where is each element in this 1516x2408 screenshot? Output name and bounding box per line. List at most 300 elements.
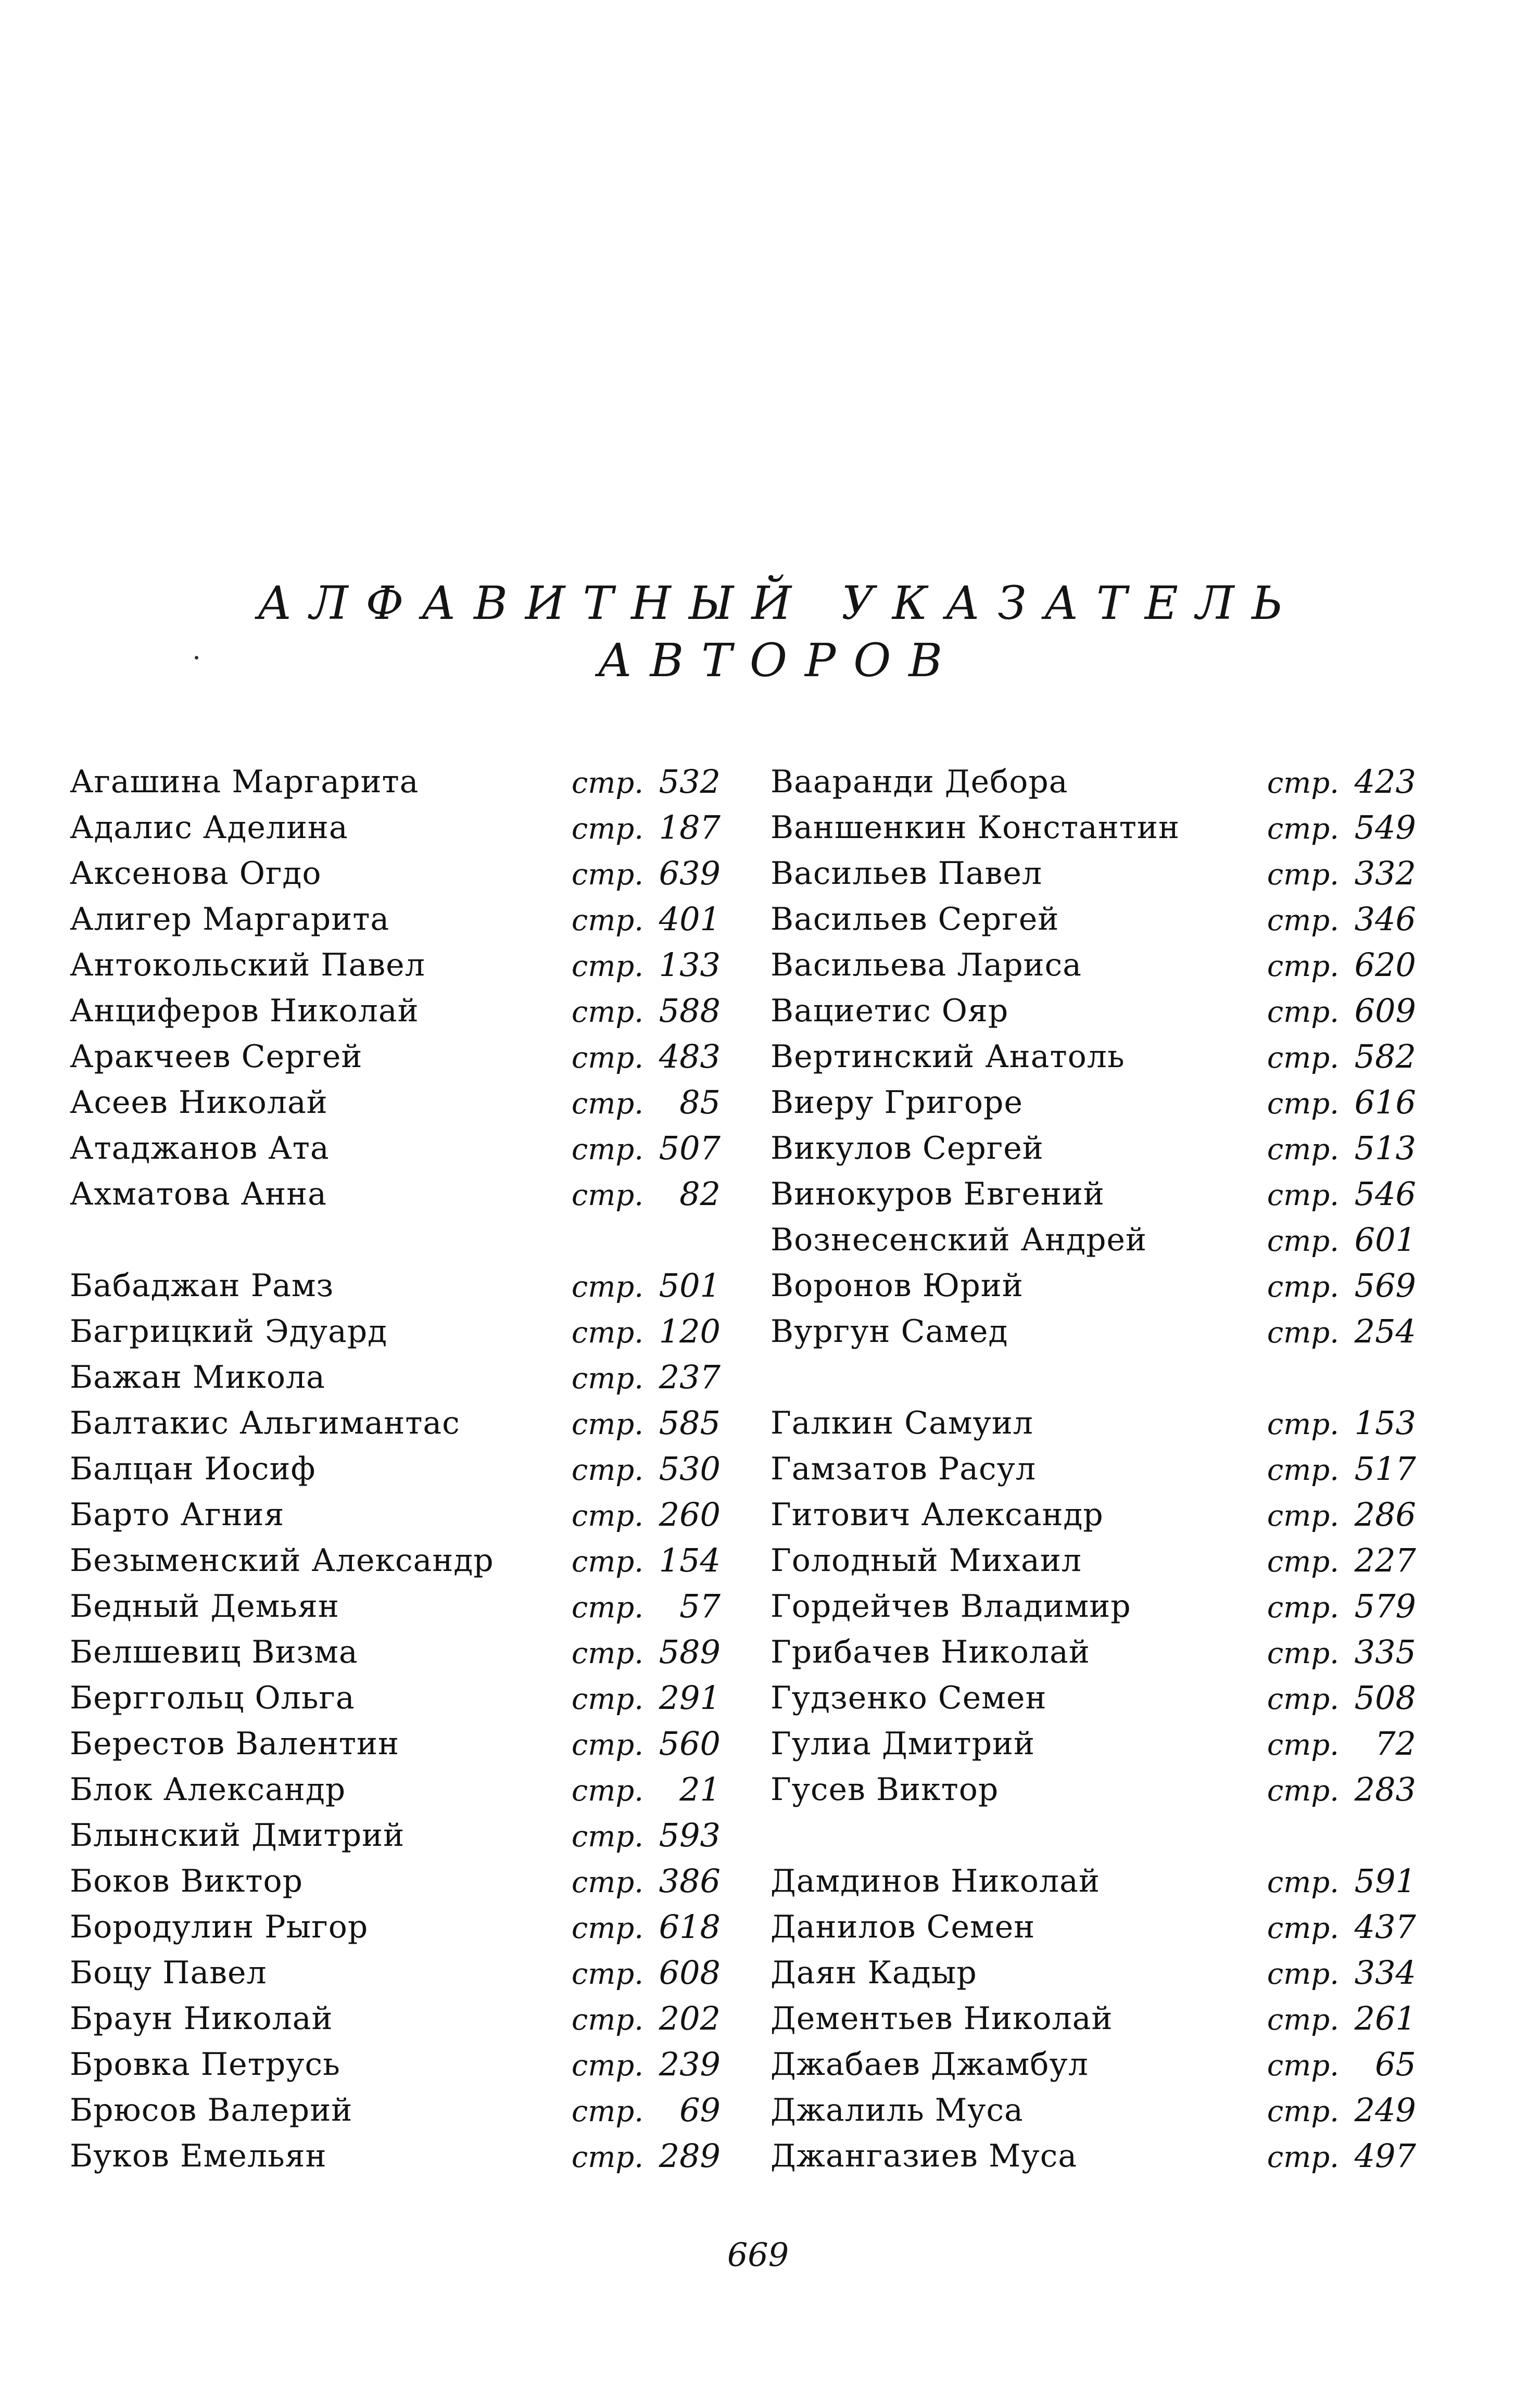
index-entry (770, 1675, 1416, 1721)
author-name: Вертинский Анатоль (770, 1038, 1125, 1075)
page-reference (572, 1767, 721, 1814)
page-prefix: стр. (1267, 1453, 1339, 1487)
author-name: Антокольский Павел (70, 947, 425, 983)
page-number-ref: 133 (659, 946, 721, 984)
page-prefix: стр. (571, 1774, 643, 1808)
index-entry (770, 896, 1416, 942)
page-prefix: стр. (1267, 995, 1339, 1029)
page-prefix: стр. (571, 812, 643, 846)
page-number-ref: 593 (659, 1816, 721, 1854)
index-entry (70, 2087, 721, 2133)
index-entry (70, 1171, 721, 1217)
page-reference (1267, 1996, 1416, 2043)
author-name: Васильев Сергей (770, 901, 1059, 937)
index-entry (70, 1080, 721, 1125)
author-name: Воронов Юрий (770, 1268, 1024, 1304)
page-reference (1267, 1492, 1416, 1539)
author-name: Васильева Лариса (770, 947, 1082, 983)
author-name: Бородулин Рыгор (70, 1909, 369, 1945)
page-prefix: стр. (571, 1362, 643, 1396)
page-prefix: стр. (1267, 1270, 1339, 1304)
index-entry (70, 1354, 721, 1400)
page-number-ref: 517 (1354, 1450, 1416, 1488)
index-entry (70, 1034, 721, 1080)
page-prefix: стр. (1267, 949, 1339, 983)
index-entry (70, 1675, 721, 1721)
author-name: Вациетис Ояр (770, 993, 1009, 1029)
page-reference (1267, 988, 1416, 1035)
author-name: Васильев Павел (770, 855, 1043, 892)
author-name: Берестов Валентин (70, 1726, 399, 1762)
index-entry (770, 1034, 1416, 1080)
page-number-ref: 532 (659, 763, 721, 801)
index-entry (70, 2042, 721, 2087)
page-prefix: стр. (571, 1820, 643, 1854)
index-entry (770, 1904, 1416, 1950)
page-reference (1267, 1583, 1416, 1631)
author-name: Дамдинов Николай (770, 1863, 1100, 1899)
author-name: Аксенова Огдо (70, 855, 322, 892)
author-name: Вааранди Дебора (770, 764, 1068, 800)
index-entry (770, 1446, 1416, 1492)
page-reference (572, 1675, 721, 1722)
index-entry (770, 1721, 1416, 1767)
page-prefix: стр. (571, 904, 643, 937)
page-number-ref: 283 (1354, 1770, 1416, 1808)
author-name: Адалис Аделина (70, 809, 348, 846)
page-reference (572, 2133, 721, 2181)
page-prefix: стр. (1267, 1866, 1339, 1899)
page-reference (1267, 1767, 1416, 1814)
print-speck (195, 656, 198, 660)
page-reference (572, 1996, 721, 2043)
author-name: Гордейчев Владимир (770, 1588, 1131, 1625)
page-prefix: стр. (571, 1957, 643, 1991)
author-name: Джабаев Джамбул (770, 2046, 1089, 2083)
page-number-ref: 65 (1375, 2045, 1416, 2083)
page-reference (1267, 1309, 1416, 1356)
page-prefix: стр. (571, 1591, 643, 1625)
page-number-ref: 620 (1354, 946, 1416, 984)
index-entry (770, 1171, 1416, 1217)
page-prefix: стр. (571, 2095, 643, 2128)
index-entry (770, 1309, 1416, 1354)
page-reference (572, 1263, 721, 1310)
page-number-ref: 291 (659, 1679, 721, 1717)
page-prefix: стр. (1267, 2049, 1339, 2083)
page-reference (572, 1309, 721, 1356)
page-reference (572, 851, 721, 898)
page-reference (572, 1171, 721, 1219)
page-prefix: стр. (1267, 1316, 1339, 1350)
index-entry (70, 1950, 721, 1996)
page-number-ref: 483 (659, 1037, 721, 1075)
page-number-ref: 588 (659, 992, 721, 1030)
section-gap (70, 1217, 721, 1263)
index-entry (70, 1400, 721, 1446)
author-name: Агашина Маргарита (70, 764, 419, 800)
author-name: Балтакис Альгимантас (70, 1405, 460, 1441)
author-name: Боков Виктор (70, 1863, 303, 1899)
page-reference (572, 2087, 721, 2135)
page-number-ref: 153 (1354, 1404, 1416, 1442)
page-number-ref: 401 (659, 900, 721, 938)
index-entry (70, 805, 721, 851)
page-prefix: стр. (1267, 1087, 1339, 1121)
page-prefix: стр. (1267, 1957, 1339, 1991)
page-prefix: стр. (571, 2140, 643, 2174)
page-reference (1267, 805, 1416, 852)
page-prefix: стр. (571, 1178, 643, 1212)
page-reference (572, 1583, 721, 1631)
page-reference (572, 1080, 721, 1127)
page-reference (572, 1858, 721, 1906)
page-prefix: стр. (1267, 1178, 1339, 1212)
index-entry (770, 1400, 1416, 1446)
page-prefix: стр. (1267, 1682, 1339, 1716)
page-prefix: стр. (571, 1545, 643, 1579)
page-prefix: стр. (571, 1728, 643, 1762)
page-number-ref: 560 (659, 1725, 721, 1763)
page-reference (1267, 851, 1416, 898)
author-name: Атаджанов Ата (70, 1130, 330, 1167)
page-number-ref: 57 (679, 1587, 721, 1625)
page-reference (1267, 1217, 1416, 1264)
index-entry (770, 1125, 1416, 1171)
page-prefix: стр. (1267, 1499, 1339, 1533)
index-entry (70, 942, 721, 988)
page-number-ref: 569 (1354, 1266, 1416, 1304)
page-number-ref: 21 (679, 1770, 721, 1808)
author-name: Брюсов Валерий (70, 2092, 353, 2128)
page-number-ref: 120 (659, 1312, 721, 1350)
page-number-ref: 582 (1354, 1037, 1416, 1075)
page-reference (1267, 1171, 1416, 1219)
author-name: Багрицкий Эдуард (70, 1313, 388, 1350)
author-name: Алигер Маргарита (70, 901, 390, 937)
page-number-ref: 508 (1354, 1679, 1416, 1717)
page-number-ref: 249 (1354, 2091, 1416, 2129)
page-number-ref: 334 (1354, 1954, 1416, 1992)
page-reference (572, 988, 721, 1035)
page-reference (1267, 2042, 1416, 2089)
page-reference (1267, 2133, 1416, 2181)
page-prefix: стр. (571, 1087, 643, 1121)
author-name: Дементьев Николай (770, 2000, 1113, 2037)
page-prefix: стр. (571, 1499, 643, 1533)
page-prefix: стр. (571, 1270, 643, 1304)
page-number-ref: 85 (679, 1083, 721, 1121)
page-number-ref: 601 (1354, 1221, 1416, 1259)
author-name: Гамзатов Расул (770, 1451, 1036, 1487)
page-number-ref: 591 (1354, 1862, 1416, 1900)
index-entry (770, 1080, 1416, 1125)
page-number-ref: 286 (1354, 1496, 1416, 1533)
page-number-ref: 237 (659, 1358, 721, 1396)
page-number-ref: 187 (659, 808, 721, 846)
index-entry (70, 1996, 721, 2042)
index-entry (770, 2087, 1416, 2133)
page-number-ref: 260 (659, 1496, 721, 1533)
author-name: Бровка Петрусь (70, 2046, 340, 2083)
page-reference (1267, 1538, 1416, 1585)
author-name: Вознесенский Андрей (770, 1222, 1147, 1258)
index-entry (70, 1263, 721, 1309)
index-entry (70, 988, 721, 1034)
index-entry (770, 942, 1416, 988)
author-name: Джангазиев Муса (770, 2138, 1078, 2174)
author-name: Вургун Самед (770, 1313, 1008, 1350)
page-number-ref: 616 (1354, 1083, 1416, 1121)
page-number-ref: 589 (659, 1633, 721, 1671)
page-number-ref: 346 (1354, 900, 1416, 938)
index-entry (70, 1629, 721, 1675)
page-prefix: стр. (571, 1866, 643, 1899)
page-number-ref: 239 (659, 2045, 721, 2083)
author-name: Анциферов Николай (70, 993, 419, 1029)
author-name: Гулиа Дмитрий (770, 1726, 1035, 1762)
page-prefix: стр. (1267, 858, 1339, 892)
page-reference (1267, 1080, 1416, 1127)
page-number-ref: 254 (1354, 1312, 1416, 1350)
author-name: Буков Емельян (70, 2138, 327, 2174)
page-number-ref: 549 (1354, 808, 1416, 846)
page-prefix: стр. (571, 995, 643, 1029)
author-index-right-column (770, 759, 1416, 2179)
page-reference (572, 1125, 721, 1173)
page-number-ref: 423 (1354, 763, 1416, 801)
page-reference (1267, 1034, 1416, 1081)
page-prefix: стр. (571, 766, 643, 800)
page-number-ref: 69 (679, 2091, 721, 2129)
page-number-ref: 335 (1354, 1633, 1416, 1671)
author-name: Берггольц Ольга (70, 1680, 355, 1716)
page-reference (572, 2042, 721, 2089)
page-prefix: стр. (1267, 1041, 1339, 1075)
page-prefix: стр. (571, 1316, 643, 1350)
index-entry (70, 1446, 721, 1492)
page-reference (572, 1400, 721, 1448)
index-entry (770, 1217, 1416, 1263)
page-reference (1267, 2087, 1416, 2135)
page-prefix: стр. (571, 858, 643, 892)
index-title-line-1: АЛФАВИТНЫЙ УКАЗАТЕЛЬ (257, 576, 1300, 630)
index-entry (70, 1492, 721, 1538)
index-entry (70, 1721, 721, 1767)
page-number-ref: 585 (659, 1404, 721, 1442)
index-entry (770, 1492, 1416, 1538)
page-number-ref: 332 (1354, 854, 1416, 892)
page-number-ref: 530 (659, 1450, 721, 1488)
author-name: Барто Агния (70, 1497, 285, 1533)
author-name: Галкин Самуил (770, 1405, 1033, 1441)
author-name: Даян Кадыр (770, 1955, 977, 1991)
page-number-ref: 639 (659, 854, 721, 892)
author-name: Гудзенко Семен (770, 1680, 1047, 1716)
page-reference (1267, 1125, 1416, 1173)
author-name: Голодный Михаил (770, 1542, 1082, 1579)
index-entry (70, 896, 721, 942)
page-reference (1267, 1400, 1416, 1448)
author-name: Боцу Павел (70, 1955, 267, 1991)
page-prefix: стр. (1267, 2140, 1339, 2174)
page-reference (572, 942, 721, 990)
page-prefix: стр. (571, 2003, 643, 2037)
author-name: Балцан Иосиф (70, 1451, 316, 1487)
page-number-ref: 202 (659, 1999, 721, 2037)
index-entry (770, 1950, 1416, 1996)
page-reference (572, 1446, 721, 1493)
author-name: Блок Александр (70, 1771, 346, 1808)
index-entry (770, 1996, 1416, 2042)
page-prefix: стр. (1267, 766, 1339, 800)
page-reference (1267, 1904, 1416, 1951)
index-entry (70, 851, 721, 896)
page-prefix: стр. (1267, 1774, 1339, 1808)
author-name: Грибачев Николай (770, 1634, 1090, 1670)
author-name: Данилов Семен (770, 1909, 1035, 1945)
author-name: Бедный Демьян (70, 1588, 339, 1625)
page-reference (1267, 1446, 1416, 1493)
page-prefix: стр. (571, 1682, 643, 1716)
page-prefix: стр. (1267, 1133, 1339, 1167)
index-entry (770, 1263, 1416, 1309)
author-name: Ахматова Анна (70, 1176, 327, 1212)
index-entry (70, 2133, 721, 2179)
page-prefix: стр. (571, 2049, 643, 2083)
page-prefix: стр. (1267, 1591, 1339, 1625)
author-name: Блынский Дмитрий (70, 1817, 405, 1854)
page-prefix: стр. (1267, 812, 1339, 846)
page-reference (572, 896, 721, 944)
author-name: Викулов Сергей (770, 1130, 1044, 1167)
page-reference (572, 1629, 721, 1677)
page-number-ref: 501 (659, 1266, 721, 1304)
index-entry (770, 851, 1416, 896)
page-prefix: стр. (571, 1408, 643, 1441)
author-name: Безыменский Александр (70, 1542, 494, 1579)
index-entry (70, 1125, 721, 1171)
page-prefix: стр. (1267, 1728, 1339, 1762)
page-reference (1267, 896, 1416, 944)
page-number-ref: 507 (659, 1129, 721, 1167)
page-number-ref: 261 (1354, 1999, 1416, 2037)
index-entry (70, 1767, 721, 1813)
page-reference (572, 1538, 721, 1585)
page-number-ref: 72 (1375, 1725, 1416, 1763)
page-reference (572, 1904, 721, 1951)
page-number-ref: 227 (1354, 1541, 1416, 1579)
index-entry (770, 2133, 1416, 2179)
page-prefix: стр. (1267, 904, 1339, 937)
author-name: Асеев Николай (70, 1084, 328, 1121)
page-reference (1267, 759, 1416, 806)
page-reference (572, 759, 721, 806)
page-reference (1267, 1263, 1416, 1310)
page-prefix: стр. (571, 1911, 643, 1945)
index-entry (70, 1813, 721, 1858)
page-reference (572, 1950, 721, 1997)
author-name: Ваншенкин Константин (770, 809, 1180, 846)
page-number-ref: 618 (659, 1908, 721, 1946)
page-number-ref: 608 (659, 1954, 721, 1992)
index-entry (770, 805, 1416, 851)
page-number-ref: 546 (1354, 1175, 1416, 1213)
author-name: Браун Николай (70, 2000, 333, 2037)
section-gap (770, 1813, 1416, 1858)
index-entry (70, 1583, 721, 1629)
author-name: Винокуров Евгений (770, 1176, 1105, 1212)
page-number-ref: 289 (659, 2137, 721, 2175)
index-entry (770, 988, 1416, 1034)
index-entry (70, 759, 721, 805)
page-prefix: стр. (1267, 1408, 1339, 1441)
index-entry (770, 1583, 1416, 1629)
page-reference (1267, 1675, 1416, 1722)
index-entry (70, 1858, 721, 1904)
author-name: Гитович Александр (770, 1497, 1104, 1533)
page-prefix: стр. (571, 1453, 643, 1487)
index-title-line-2: АВТОРОВ (597, 633, 961, 687)
page-number-ref: 497 (1354, 2137, 1416, 2175)
index-entry (770, 759, 1416, 805)
index-entry (770, 1858, 1416, 1904)
page-reference (1267, 1858, 1416, 1906)
page-prefix: стр. (1267, 1545, 1339, 1579)
page-number-ref: 609 (1354, 992, 1416, 1030)
page-prefix: стр. (1267, 1911, 1339, 1945)
page-reference (1267, 1721, 1416, 1768)
page-reference (572, 805, 721, 852)
index-entry (770, 1629, 1416, 1675)
page-reference (572, 1721, 721, 1768)
page-prefix: стр. (571, 1041, 643, 1075)
author-name: Бажан Микола (70, 1359, 325, 1396)
index-entry (70, 1538, 721, 1583)
page-number-ref: 154 (659, 1541, 721, 1579)
author-name: Белшевиц Визма (70, 1634, 358, 1670)
page-reference (572, 1354, 721, 1402)
page-prefix: стр. (1267, 2095, 1339, 2128)
section-gap (770, 1354, 1416, 1400)
author-name: Аракчеев Сергей (70, 1038, 363, 1075)
page-number: 669 (727, 2236, 789, 2274)
page-number-ref: 579 (1354, 1587, 1416, 1625)
page-prefix: стр. (571, 949, 643, 983)
page-prefix: стр. (571, 1133, 643, 1167)
index-entry (70, 1904, 721, 1950)
page-prefix: стр. (1267, 1637, 1339, 1670)
page-prefix: стр. (1267, 1224, 1339, 1258)
author-name: Виеру Григоре (770, 1084, 1023, 1121)
author-name: Гусев Виктор (770, 1771, 999, 1808)
page-number-ref: 513 (1354, 1129, 1416, 1167)
author-name: Джалиль Муса (770, 2092, 1024, 2128)
page-reference (572, 1034, 721, 1081)
index-entry (770, 2042, 1416, 2087)
index-entry (770, 1538, 1416, 1583)
page-reference (572, 1813, 721, 1860)
page-reference (1267, 1950, 1416, 1997)
page-prefix: стр. (571, 1637, 643, 1670)
author-index-left-column (70, 759, 721, 2179)
page-number-ref: 437 (1354, 1908, 1416, 1946)
page-number-ref: 82 (679, 1175, 721, 1213)
page-reference (1267, 1629, 1416, 1677)
index-entry (70, 1309, 721, 1354)
page-prefix: стр. (1267, 2003, 1339, 2037)
author-name: Бабаджан Рамз (70, 1268, 334, 1304)
